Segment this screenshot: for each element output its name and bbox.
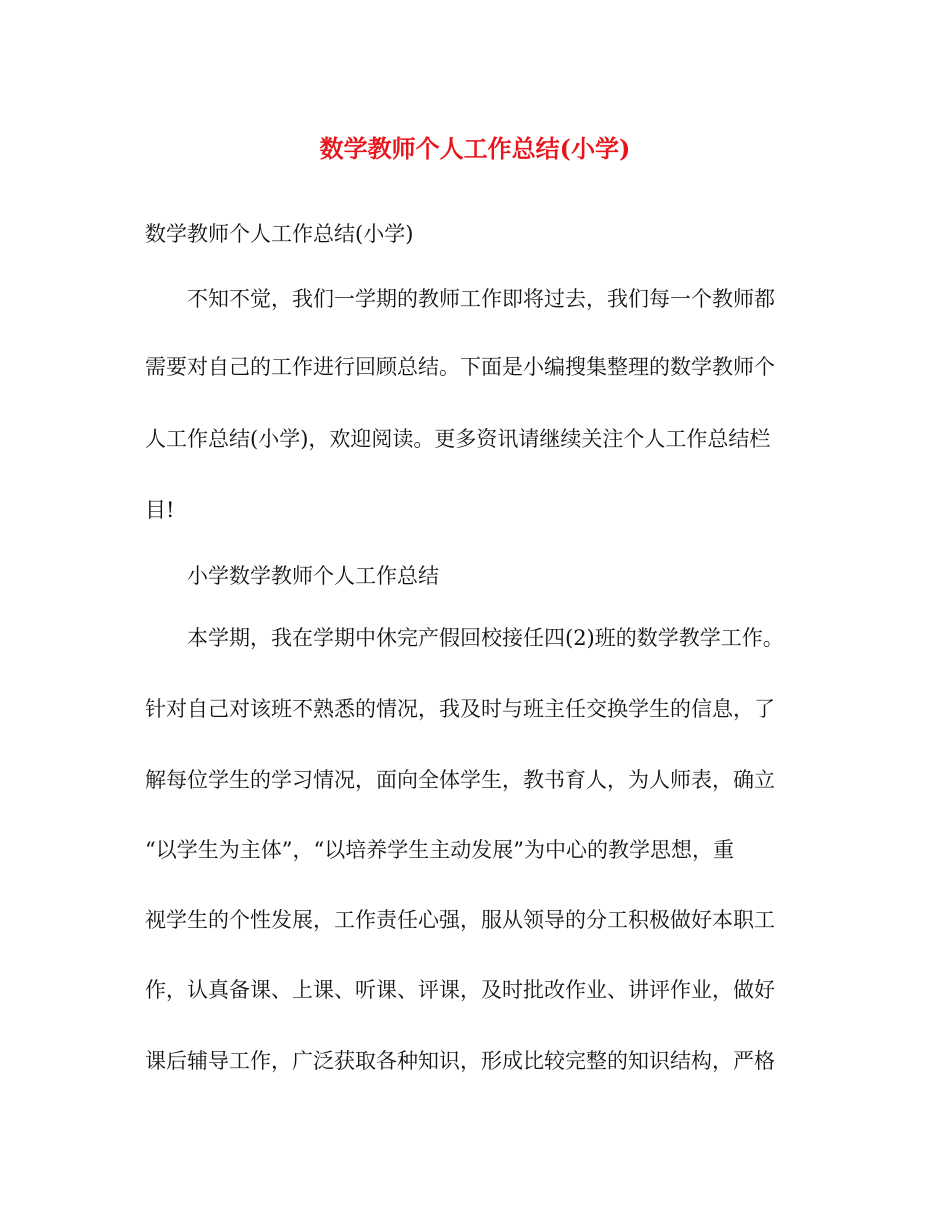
paragraph-line: 需要对自己的工作进行回顾总结。下面是小编搜集整理的数学教师个: [145, 355, 775, 379]
paragraph-line: “以学生为主体”，“以培养学生主动发展”为中心的教学思想，重: [145, 838, 734, 862]
paragraph-line: 不知不觉，我们一学期的教师工作即将过去，我们每一个教师都: [187, 287, 775, 311]
paragraph-line: 针对自己对该班不熟悉的情况，我及时与班主任交换学生的信息，了: [145, 697, 775, 721]
paragraph-line: 人工作总结(小学)，欢迎阅读。更多资讯请继续关注个人工作总结栏: [145, 427, 771, 451]
paragraph-line: 视学生的个性发展，工作责任心强，服从领导的分工积极做好本职工: [145, 908, 775, 932]
paragraph-line: 解每位学生的学习情况，面向全体学生，教书育人，为人师表，确立: [145, 768, 775, 792]
section-heading: 小学数学教师个人工作总结: [187, 564, 439, 588]
paragraph-line: 作，认真备课、上课、听课、评课，及时批改作业、讲评作业，做好: [145, 978, 775, 1002]
document-title: 数学教师个人工作总结(小学): [319, 134, 631, 163]
paragraph-line: 目!: [145, 498, 175, 522]
paragraph-line: 课后辅导工作，广泛获取各种知识，形成比较完整的知识结构，严格: [145, 1049, 775, 1073]
subtitle-line: 数学教师个人工作总结(小学): [145, 222, 414, 246]
paragraph-line: 本学期，我在学期中休完产假回校接任四(2)班的数学教学工作。: [187, 626, 784, 650]
